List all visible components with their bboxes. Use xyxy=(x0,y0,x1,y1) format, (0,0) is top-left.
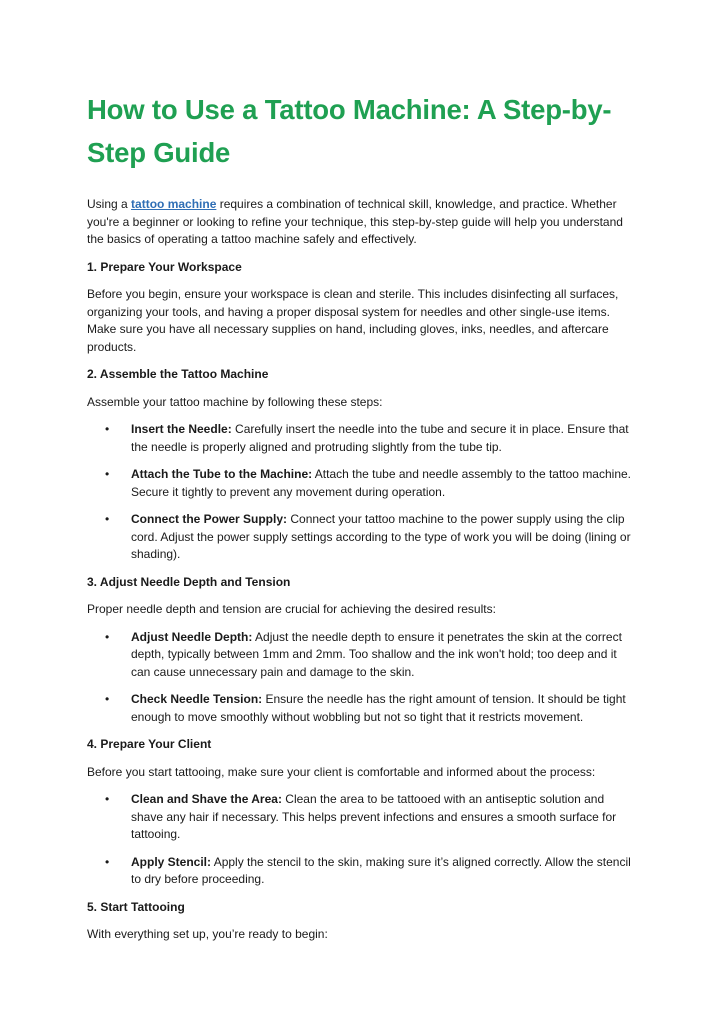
section-text-needle-depth: Proper needle depth and tension are crucial for achieving the desired results: xyxy=(87,602,496,616)
list-item xyxy=(87,854,637,889)
bullet-icon: • xyxy=(105,854,110,869)
list-item xyxy=(87,511,637,564)
list-item xyxy=(87,629,637,682)
intro-text-after-link: requires a combination of technical skill, knowledge, and practice. Whether you're a beginner or looking to refine your technique, this step-by-step guide will help you understand the basics of operating a tattoo machine safely and effectively. xyxy=(87,197,623,246)
needle-steps-list xyxy=(87,629,637,727)
list-item-label: Attach the Tube to the Machine: xyxy=(131,467,313,481)
intro-paragraph xyxy=(87,196,637,249)
list-item-text: Connect your tattoo machine to the power supply using the clip cord. Adjust the power supply settings according to the type of work you will be doing (lining or shading). xyxy=(131,512,631,561)
page-title: How to Use a Tattoo Machine: A Step-by-Step Guide xyxy=(87,94,612,168)
bullet-icon: • xyxy=(105,512,110,526)
section-text-assemble-machine: Assemble your tattoo machine by following these steps: xyxy=(87,394,383,409)
list-item-text: Apply the stencil to the skin, making sure it’s aligned correctly. Allow the stencil to dry before proceeding. xyxy=(131,854,631,886)
bullet-icon: • xyxy=(105,467,110,481)
list-item-text: Attach the tube and needle assembly to the tattoo machine. Secure it tightly to prevent any movement during operation. xyxy=(131,467,632,499)
client-steps-list xyxy=(87,791,637,889)
bullet-icon: • xyxy=(105,792,110,806)
section-heading-assemble-machine: 2. Assemble the Tattoo Machine xyxy=(87,367,269,381)
tattoo-machine-link[interactable]: tattoo machine xyxy=(131,197,217,211)
bullet-icon: • xyxy=(105,422,110,436)
section-heading-needle-depth: 3. Adjust Needle Depth and Tension xyxy=(87,574,291,589)
list-item xyxy=(87,691,637,726)
section-text-prepare-client: Before you start tattooing, make sure your client is comfortable and informed about the process: xyxy=(87,764,596,779)
section-heading-prepare-workspace: 1. Prepare Your Workspace xyxy=(87,259,242,274)
list-item xyxy=(87,791,637,844)
list-item-text: Carefully insert the needle into the tube and secure it in place. Ensure that the needle is properly aligned and protruding slightly from the tube tip. xyxy=(131,422,629,454)
intro-text-before-link: Using a xyxy=(87,197,132,211)
list-item xyxy=(87,466,637,501)
list-item-label: Apply Stencil: xyxy=(131,854,212,869)
list-item-label: Insert the Needle: xyxy=(131,422,232,436)
list-item-text: Adjust the needle depth to ensure it penetrates the skin at the correct depth, typically between 1mm and 2mm. Too shallow and the ink won't hold; too deep and it can cause unnecessary pain and damage to the skin. xyxy=(131,629,622,679)
document-page xyxy=(87,88,637,954)
list-item-label: Connect the Power Supply: xyxy=(131,512,288,526)
list-item-text: Ensure the needle has the right amount of tension. It should be tight enough to move smoothly without wobbling but not so tight that it restricts movement. xyxy=(131,692,626,724)
list-item xyxy=(87,421,637,456)
section-text-start-tattooing: With everything set up, you’re ready to begin: xyxy=(87,927,328,941)
assemble-steps-list xyxy=(87,421,637,564)
list-item-label: Adjust Needle Depth: xyxy=(131,629,253,644)
list-item-label: Check Needle Tension: xyxy=(131,692,263,706)
section-heading-start-tattooing: 5. Start Tattooing xyxy=(87,899,185,914)
section-heading-prepare-client: 4. Prepare Your Client xyxy=(87,737,212,751)
bullet-icon: • xyxy=(105,692,110,706)
bullet-icon: • xyxy=(105,629,110,644)
section-text-prepare-workspace: Before you begin, ensure your workspace is clean and sterile. This includes disinfecting all surfaces, organizing your tools, and having a proper disposal system for needles and other single-use items. Make sure you have all necessary supplies on hand, including gloves, inks, needles, and aftercare products. xyxy=(87,287,619,354)
list-item-label: Clean and Shave the Area: xyxy=(131,792,282,806)
list-item-text: Clean the area to be tattooed with an antiseptic solution and shave any hair if necessary. This helps prevent infections and ensures a smooth surface for tattooing. xyxy=(131,792,617,841)
